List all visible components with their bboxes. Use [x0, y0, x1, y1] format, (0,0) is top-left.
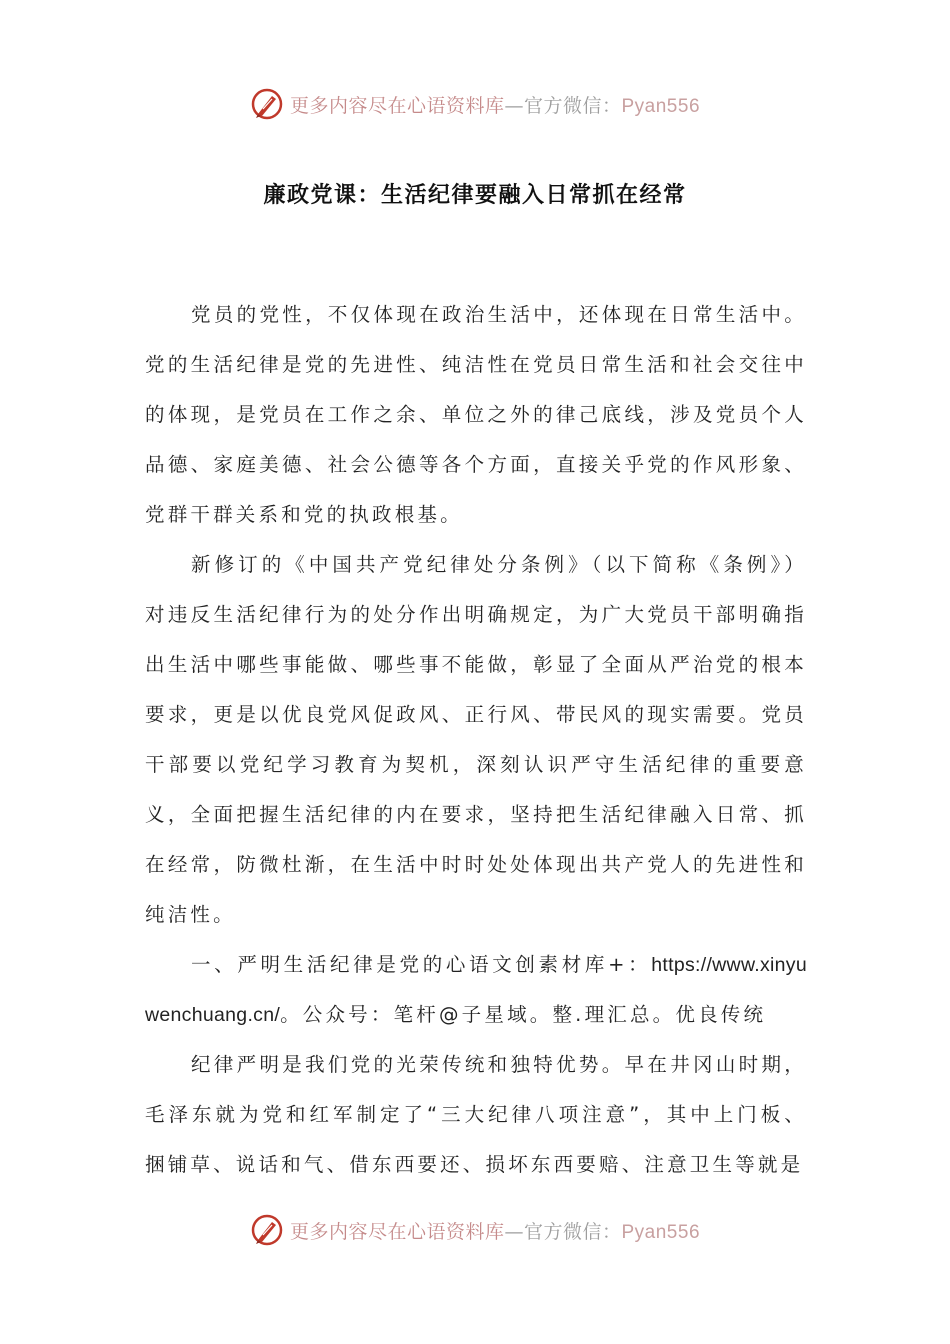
- paragraph-1: 党员的党性，不仅体现在政治生活中，还体现在日常生活中。党的生活纪律是党的先进性、纯洁性在党员日常生活和社会交往中的体现，是党员在工作之余、单位之外的律己底线，涉及党员个人品德、家庭美德、社会公德等各个方面，直接关乎党的作风形象、党群干群关系和党的执政根基。: [145, 303, 807, 526]
- section-heading-prefix: 一、严明生活纪律是党的心语文创素材库+：: [191, 953, 652, 976]
- watermark-label: 官方微信：: [523, 94, 622, 117]
- section-heading-suffix: 。公众号：笔杆@子星域。整.理汇总。优良传统: [280, 1003, 767, 1026]
- watermark-dash: —: [504, 94, 524, 117]
- section-heading-url-part1: https://www.xinyu: [651, 954, 807, 976]
- watermark-dash: —: [504, 1220, 524, 1243]
- section-heading-url-part2: wenchuang.cn/: [145, 1004, 281, 1026]
- paragraph-3: 纪律严明是我们党的光荣传统和独特优势。早在井冈山时期，毛泽东就为党和红军制定了“三大纪律八项注意”，其中上门板、捆铺草、说话和气、借东西要还、损坏东西要赔、注意卫生等就是: [145, 1053, 807, 1176]
- watermark-wechat-id: Pyan556: [621, 1221, 701, 1243]
- section-heading-1: [145, 940, 807, 1040]
- header-watermark: [0, 84, 950, 124]
- watermark-wechat-id: Pyan556: [621, 95, 701, 117]
- paragraph-2: 新修订的《中国共产党纪律处分条例》（以下简称《条例》）对违反生活纪律行为的处分作出明确规定，为广大党员干部明确指出生活中哪些事能做、哪些事不能做，彰显了全面从严治党的根本要求，更是以优良党风促政风、正行风、带民风的现实需要。党员干部要以党纪学习教育为契机，深刻认识严守生活纪律的重要意义，全面把握生活纪律的内在要求，坚持把生活纪律融入日常、抓在经常，防微杜渐，在生活中时时处处体现出共产党人的先进性和纯洁性。: [145, 553, 807, 926]
- document-body: [145, 290, 807, 1190]
- document-title: 廉政党课：生活纪律要融入日常抓在经常: [263, 183, 687, 208]
- pen-nib-icon: [250, 87, 284, 121]
- pen-nib-icon: [250, 1213, 284, 1247]
- watermark-label: 官方微信：: [523, 1220, 622, 1243]
- watermark-site-text: 更多内容尽在心语资料库: [289, 94, 505, 117]
- watermark-site-text: 更多内容尽在心语资料库: [289, 1220, 505, 1243]
- footer-watermark: [0, 1210, 950, 1250]
